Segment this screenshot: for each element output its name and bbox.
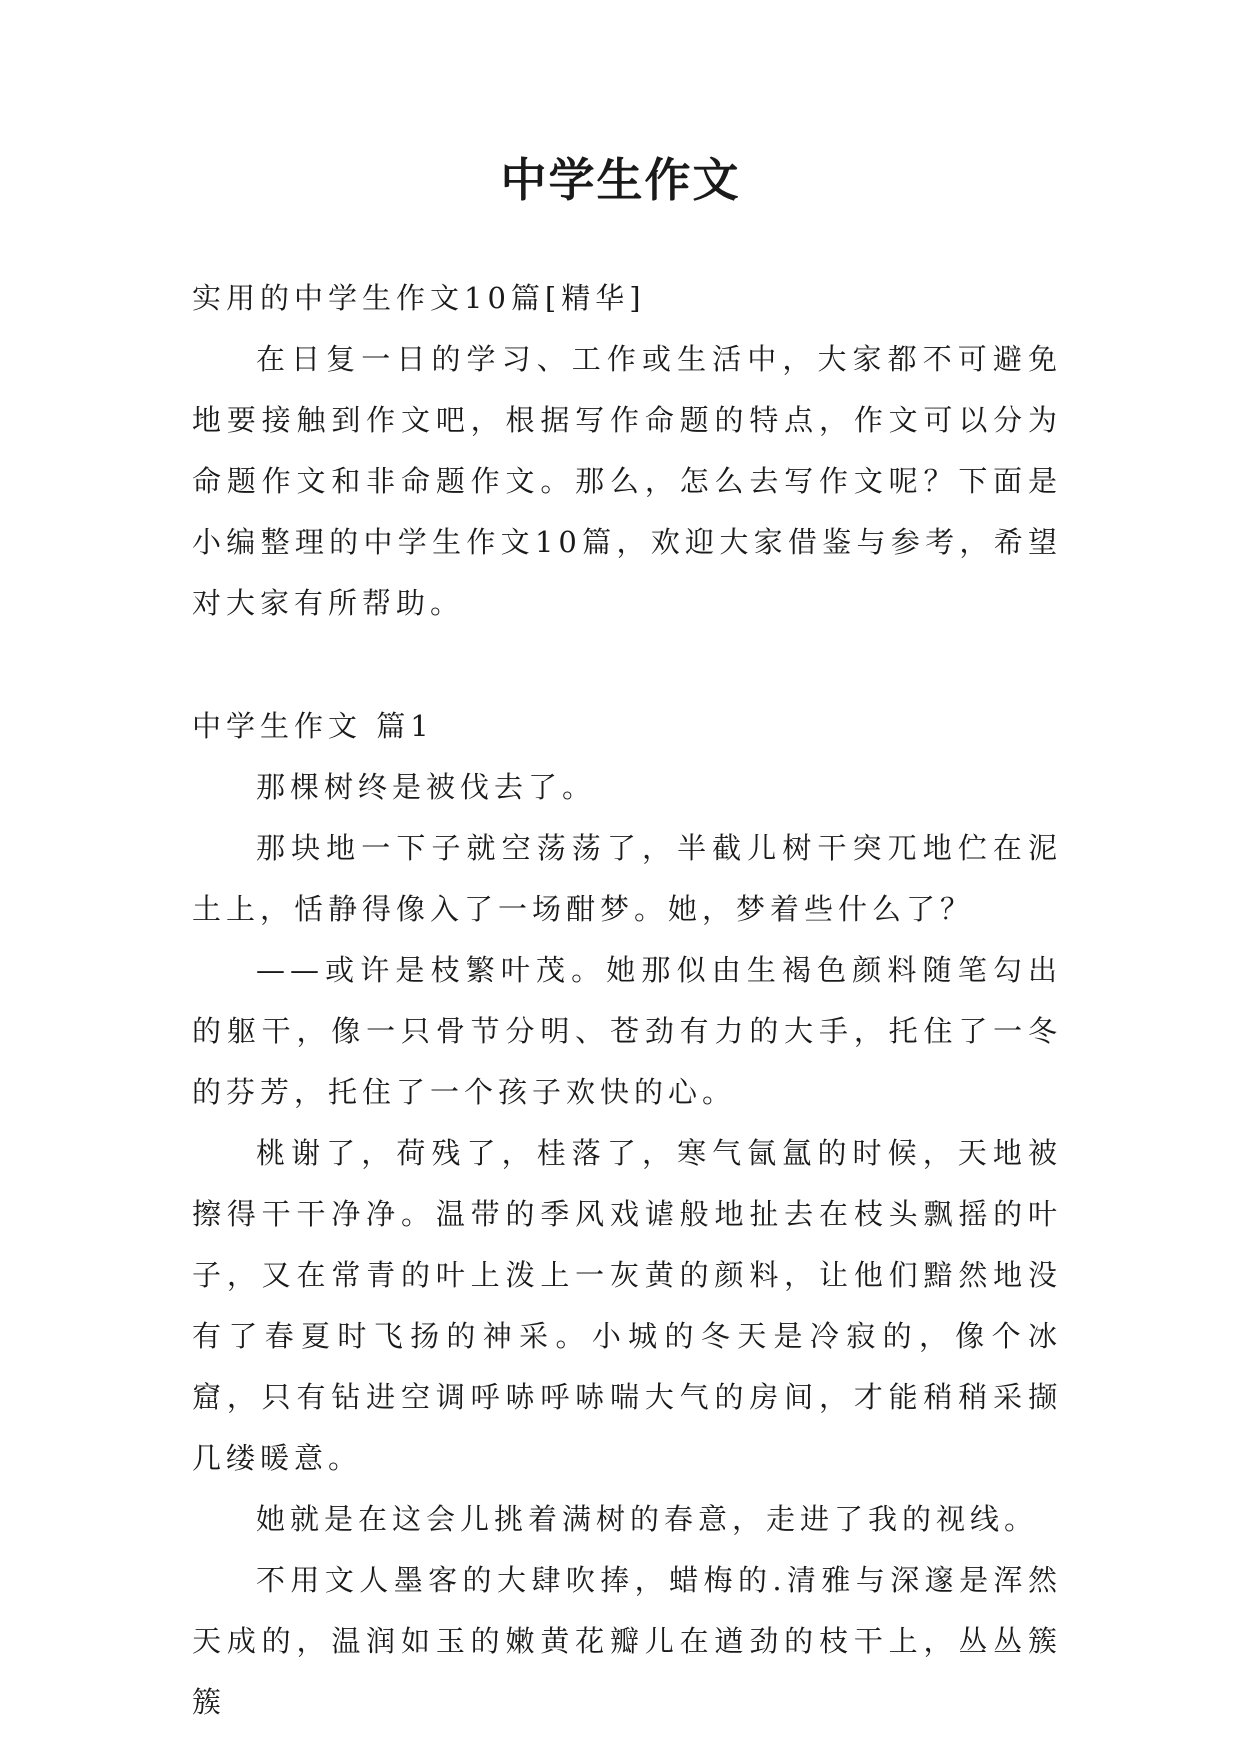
body-paragraph: ——或许是枝繁叶茂。她那似由生褐色颜料随笔勾出的躯干，像一只骨节分明、苍劲有力的大手，托住了一冬的芬芳，托住了一个孩子欢快的心。 <box>192 953 1062 1109</box>
page-title: 中学生作文 <box>500 153 741 207</box>
article-subtitle: 实用的中学生作文10篇[精华] <box>192 281 646 315</box>
document-body <box>192 268 1062 1733</box>
body-paragraph: 不用文人墨客的大肆吹捧，蜡梅的.清雅与深邃是浑然天成的，温润如玉的嫩黄花瓣儿在遒劲的枝干上，丛丛簇簇 <box>192 1563 1062 1719</box>
section-heading: 中学生作文 篇1 <box>192 709 434 743</box>
intro-paragraph: 在日复一日的学习、工作或生活中，大家都不可避免地要接触到作文吧，根据写作命题的特点，作文可以分为命题作文和非命题作文。那么，怎么去写作文呢？下面是小编整理的中学生作文10篇，欢迎大家借鉴与参考，希望对大家有所帮助。 <box>192 342 1062 620</box>
body-paragraph: 她就是在这会儿挑着满树的春意，走进了我的视线。 <box>256 1502 1039 1536</box>
section-spacer <box>192 634 1062 696</box>
body-paragraph: 那棵树终是被伐去了。 <box>256 770 597 804</box>
body-paragraph: 桃谢了，荷残了，桂落了，寒气氤氲的时候，天地被擦得干干净净。温带的季风戏谑般地扯去在枝头飘摇的叶子，又在常青的叶上泼上一灰黄的颜料，让他们黯然地没有了春夏时飞扬的神采。小城的冬天是冷寂的，像个冰窟，只有钻进空调呼哧呼哧喘大气的房间，才能稍稍采撷几缕暖意。 <box>192 1136 1062 1475</box>
body-paragraph: 那块地一下子就空荡荡了，半截儿树干突兀地伫在泥土上，恬静得像入了一场酣梦。她，梦着些什么了？ <box>192 831 1062 926</box>
